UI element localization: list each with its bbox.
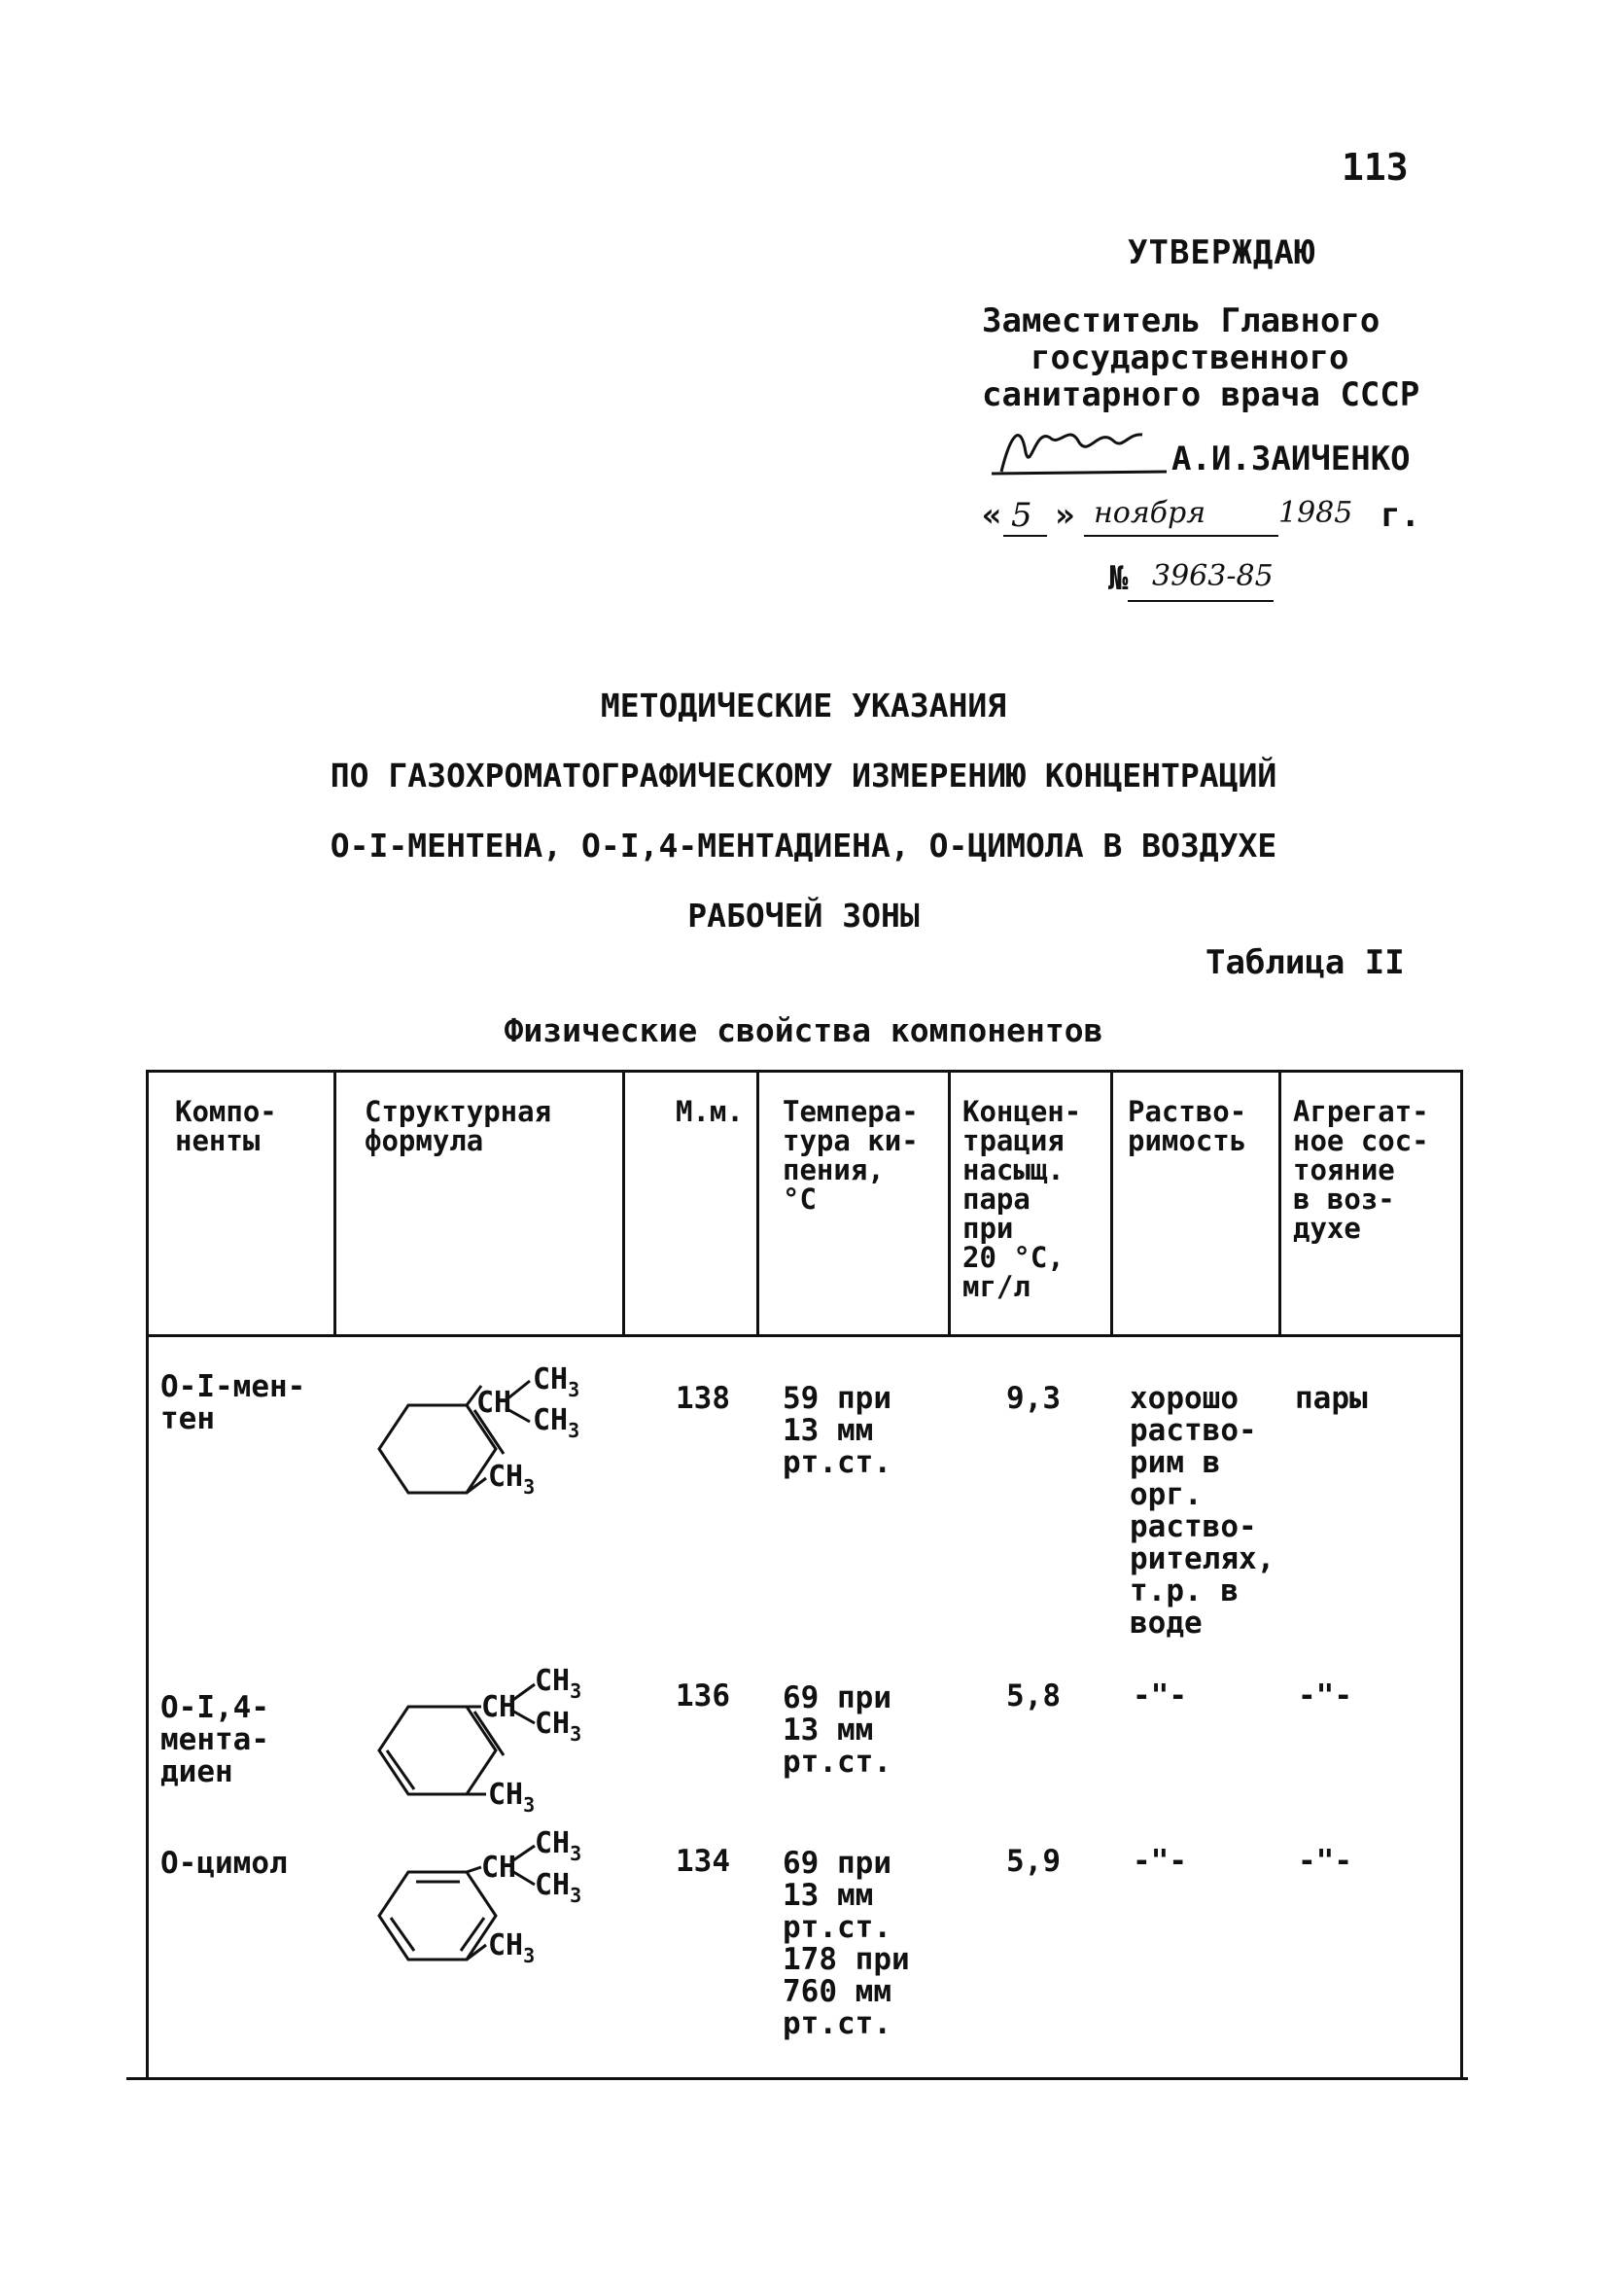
title-line-2: ПО ГАЗОХРОМАТОГРАФИЧЕСКОМУ ИЗМЕРЕНИЮ КОНЦЕНТРАЦИЙ xyxy=(330,757,1277,795)
header-concentration: Концен- трация насыщ. пара при 20 °С, мг/л xyxy=(962,1095,1082,1303)
header-formula: Структурная формула xyxy=(365,1095,552,1157)
approval-date: « 5 » ноября 1985 г. xyxy=(982,496,1420,535)
cell-boiling: 59 при 13 мм рт.ст. xyxy=(783,1381,891,1480)
cell-component: О-I-мен- тен xyxy=(160,1369,306,1436)
chem-subscript: 3 xyxy=(570,1679,582,1703)
chem-label: CH xyxy=(481,1690,517,1724)
header-solubility: Раство- римость xyxy=(1128,1095,1247,1157)
chem-label: CH xyxy=(488,1460,524,1494)
cell-solubility: хорошо раство- рим в орг. раство- рителях, т.р. в воде xyxy=(1130,1381,1275,1641)
approval-position-line2: государственного xyxy=(1031,338,1349,377)
cell-state: -"- xyxy=(1298,1844,1352,1879)
title-line-4: РАБОЧЕЙ ЗОНЫ xyxy=(687,897,920,935)
approval-number xyxy=(1108,559,1449,608)
svg-text:CH xyxy=(476,1386,511,1420)
svg-text:CH xyxy=(481,1851,516,1885)
chem-subscript: 3 xyxy=(523,1944,536,1967)
column-border xyxy=(1110,1070,1113,1334)
svg-text:CH xyxy=(481,1690,516,1724)
header-component: Компо- ненты xyxy=(175,1095,277,1157)
cell-concentration: 9,3 xyxy=(1006,1381,1061,1416)
chem-label: CH xyxy=(535,1868,571,1902)
chem-label: CH xyxy=(488,1778,524,1812)
approval-position-line1: Заместитель Главного xyxy=(982,301,1380,340)
chem-subscript: 3 xyxy=(570,1884,582,1907)
chem-label: CH xyxy=(533,1362,569,1396)
svg-text:CH3 xyxy=(533,1403,579,1442)
column-border xyxy=(146,1070,149,2079)
cell-boiling: 69 при 13 мм рт.ст. xyxy=(783,1680,891,1780)
chem-label: CH xyxy=(488,1928,524,1962)
date-month: ноября xyxy=(1094,496,1206,530)
svg-text:CH3 xyxy=(488,1928,535,1967)
table-bottom-border xyxy=(126,2077,1468,2080)
svg-text:CH3 xyxy=(535,1707,581,1746)
svg-text:CH3 xyxy=(488,1460,535,1499)
date-year: 1985 xyxy=(1278,496,1353,530)
properties-table xyxy=(146,1070,1463,2081)
chem-subscript: 3 xyxy=(568,1419,580,1442)
column-border xyxy=(1278,1070,1281,1334)
chem-label: CH xyxy=(533,1403,569,1437)
chem-label: CH xyxy=(535,1707,571,1741)
column-border xyxy=(756,1070,759,1334)
table-top-border xyxy=(146,1070,1463,1073)
chem-label: CH xyxy=(535,1664,571,1698)
chem-subscript: 3 xyxy=(523,1793,536,1817)
approval-title: УТВЕРЖДАЮ xyxy=(1128,233,1316,272)
cell-state: пары xyxy=(1295,1381,1368,1416)
column-border xyxy=(622,1070,625,1334)
chem-label: CH xyxy=(481,1851,517,1885)
svg-text:CH3 xyxy=(535,1664,581,1703)
svg-text:CH3 xyxy=(535,1868,581,1907)
header-boiling: Темпера- тура ки- пения, °С xyxy=(783,1095,919,1216)
signature-image xyxy=(982,413,1176,481)
page-number: 113 xyxy=(1342,146,1409,189)
number-prefix: № xyxy=(1108,559,1129,598)
cell-mw: 136 xyxy=(676,1678,730,1713)
date-day: 5 xyxy=(1011,496,1032,535)
number-value: 3963-85 xyxy=(1152,559,1274,593)
cell-state: -"- xyxy=(1298,1678,1352,1713)
title-line-3: О-I-МЕНТЕНА, О-I,4-МЕНТАДИЕНА, О-ЦИМОЛА В ВОЗДУХЕ xyxy=(330,827,1277,865)
header-state: Агрегат- ное сос- тояние в воз- духе xyxy=(1293,1095,1429,1245)
svg-text:CH3 xyxy=(488,1778,535,1817)
header-separator xyxy=(146,1334,1463,1337)
cell-mw: 134 xyxy=(676,1844,730,1879)
svg-text:CH3 xyxy=(535,1826,581,1865)
cell-component: О-цимол xyxy=(160,1846,288,1881)
chem-subscript: 3 xyxy=(570,1842,582,1865)
chem-label: CH xyxy=(535,1826,571,1860)
cell-concentration: 5,9 xyxy=(1006,1844,1061,1879)
chem-subscript: 3 xyxy=(570,1722,582,1746)
chem-subscript: 3 xyxy=(568,1378,580,1401)
svg-text:CH3 xyxy=(533,1362,579,1401)
column-border xyxy=(948,1070,951,1334)
cell-solubility: -"- xyxy=(1133,1844,1187,1879)
column-border xyxy=(1460,1070,1463,2079)
table-caption: Физические свойства компонентов xyxy=(504,1011,1103,1049)
chem-subscript: 3 xyxy=(523,1475,536,1499)
structural-formula-menthene xyxy=(331,1361,622,1556)
cell-mw: 138 xyxy=(676,1381,730,1416)
document-title xyxy=(0,671,1607,951)
cell-component: О-I,4- мента- диен xyxy=(160,1690,269,1789)
approval-position-line3: санитарного врача СССР xyxy=(982,375,1420,414)
table-label: Таблица II xyxy=(1205,943,1405,982)
approval-signer: А.И.ЗАИЧЕНКО xyxy=(1171,440,1411,478)
chem-label: CH xyxy=(476,1386,512,1420)
column-border xyxy=(333,1070,336,1334)
date-suffix: г. xyxy=(1380,496,1420,535)
structural-formula-cymene xyxy=(331,1828,622,2023)
cell-boiling: 69 при 13 мм рт.ст. 178 при 760 мм рт.ст. xyxy=(783,1846,910,2041)
cell-solubility: -"- xyxy=(1133,1678,1187,1713)
header-mw: М.м. xyxy=(676,1095,744,1128)
title-line-1: МЕТОДИЧЕСКИЕ УКАЗАНИЯ xyxy=(600,687,1007,724)
cell-concentration: 5,8 xyxy=(1006,1678,1061,1713)
